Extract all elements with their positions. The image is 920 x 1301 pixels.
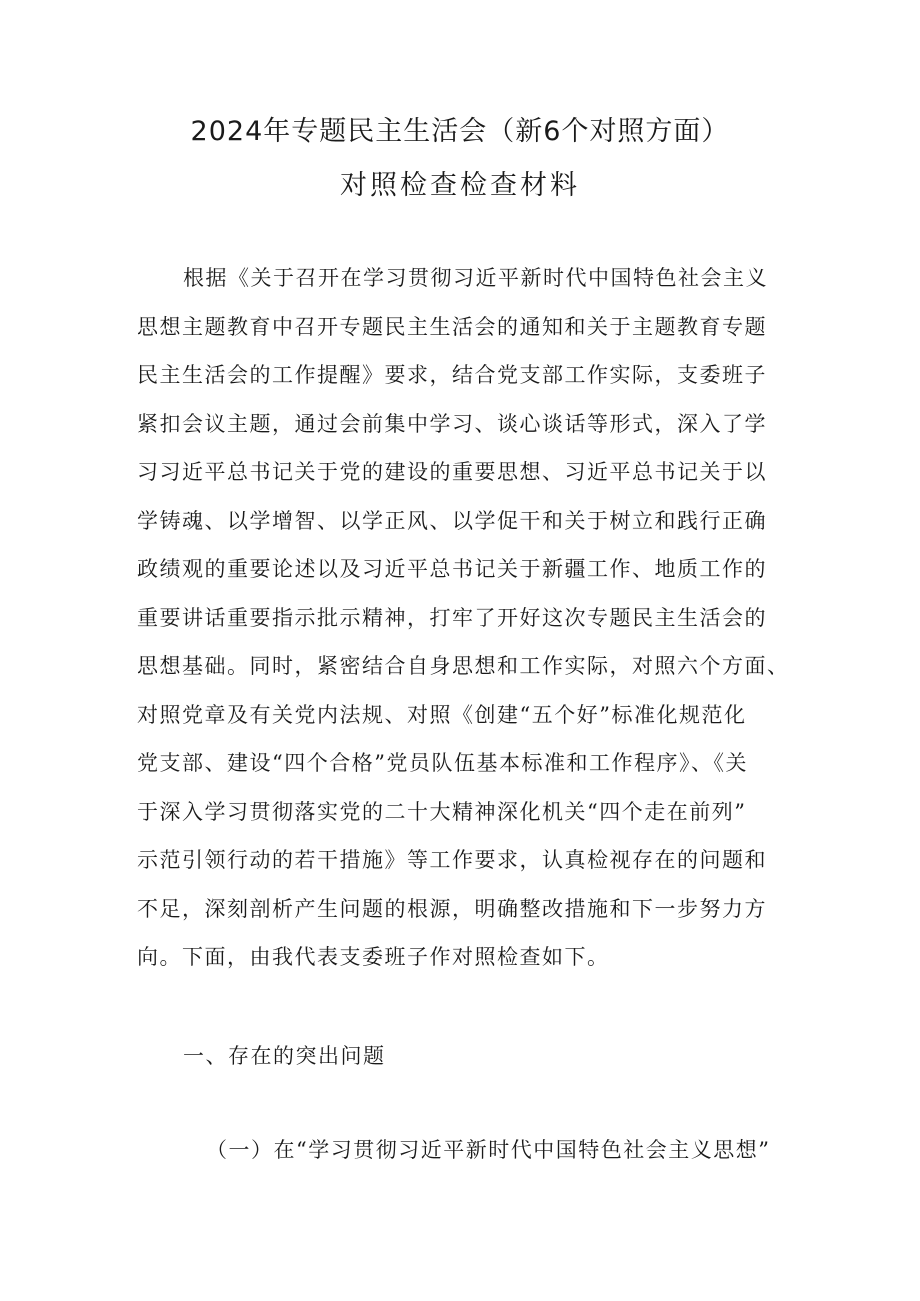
paragraph-line: 重要讲话重要指示批示精神，打牢了开好这次专题民主生活会的 — [137, 605, 767, 630]
paragraph-line: 于深入学习贯彻落实党的二十大精神深化机关“四个走在前列” — [137, 799, 747, 824]
paragraph-line: 思想基础。同时，紧密结合自身思想和工作实际，对照六个方面、 — [137, 654, 790, 678]
document-title-line1: 2024年专题民主生活会（新6个对照方面） — [190, 116, 730, 147]
subsection-heading: （一）在“学习贯彻习近平新时代中国特色社会主义思想” — [206, 1138, 771, 1162]
intro-paragraph — [137, 254, 797, 982]
paragraph-line: 习习近平总书记关于党的建设的重要思想、习近平总书记关于以 — [137, 460, 767, 484]
paragraph-line: 向。下面，由我代表支委班子作对照检查如下。 — [137, 945, 610, 969]
paragraph-line: 不足，深刻剖析产生问题的根源，明确整改措施和下一步努力方 — [137, 896, 767, 921]
section-heading: 一、存在的突出问题 — [183, 1044, 386, 1068]
paragraph-line: 示范引领行动的若干措施》等工作要求，认真检视存在的问题和 — [137, 848, 767, 872]
paragraph-line: 政绩观的重要论述以及习近平总书记关于新疆工作、地质工作的 — [137, 557, 767, 581]
paragraph-line: 学铸魂、以学增智、以学正风、以学促干和关于树立和践行正确 — [137, 508, 767, 533]
paragraph-line: 思想主题教育中召开专题民主生活会的通知和关于主题教育专题 — [137, 314, 767, 339]
paragraph-line: 党支部、建设“四个合格”党员队伍基本标准和工作程序》、《关 — [137, 751, 748, 775]
document-title-line2: 对照检查检查材料 — [340, 170, 580, 201]
paragraph-line: 紧扣会议主题，通过会前集中学习、谈心谈话等形式，深入了学 — [137, 411, 767, 436]
paragraph-line: 民主生活会的工作提醒》要求，结合党支部工作实际，支委班子 — [137, 363, 767, 387]
paragraph-line: 根据《关于召开在学习贯彻习近平新时代中国特色社会主义 — [183, 266, 768, 290]
paragraph-line: 对照党章及有关党内法规、对照《创建“五个好”标准化规范化 — [137, 702, 747, 727]
